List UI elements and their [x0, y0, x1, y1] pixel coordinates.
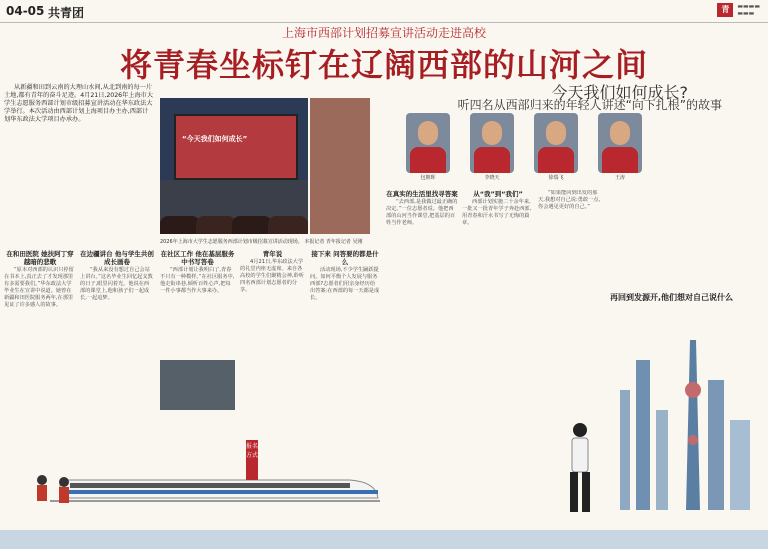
column-2: 在边疆讲台 他与学生共创成长画卷 “我从来没有想过自己会站上讲台。”这名毕业生回忆起支教的日子,眼里闪着光。他说在西部的课堂上,他和孩子们一起成长,一起追梦。: [80, 250, 154, 301]
portrait-2: [470, 113, 514, 173]
train-illustration: [50, 470, 380, 504]
question-title: 再回到发源开,他们想对自己说什么: [610, 293, 734, 302]
projection-screen: [174, 114, 298, 180]
masthead-info: ▬▬▬▬ ▬▬▬: [737, 3, 760, 17]
signup-tag: 报名方式: [246, 440, 258, 480]
column-6: 在真实的生活里找寻答案 “去西部,是我做过最正确的决定。”一位志愿者说。他把西部的山河当作课堂,把基层的百姓当作老师。: [386, 190, 458, 226]
city-skyline-illustration: [600, 330, 768, 530]
page-number: 04-05: [6, 4, 45, 18]
portrait-4: [598, 113, 642, 173]
reading-photo: [160, 360, 235, 410]
column-5: 接下来 问答要的都是什么 活动现场,不少学生踊跃提问。如何平衡个人发展与服务西部?志愿者们用亲身经历给出答案:在西部的每一天都是成长。: [310, 250, 380, 301]
portrait-name-2: 李晓天: [484, 175, 500, 181]
column-1: 在和田医院 她扶阿丁穿越暗的悲歌 “原本对西部的认识只停留在书本上,真正去了才发现那里有多需要我们。”华东政法大学毕业生在宣讲中说道。她曾在新疆和田医院服务两年,在那里见证了许多感人的故事。: [4, 250, 74, 308]
speaker-photo: [310, 98, 370, 234]
column-3: 在社区工作 他在基层服务中书写答卷 “西部计划让我明白了,青春不只有一种模样。”在社区服务中,他走街串巷,倾听百姓心声,把每一件小事都当作大事来办。: [160, 250, 235, 294]
subheadline-secondary: 听四名从西部归来的年轻人讲述“向下扎根”的故事: [457, 98, 722, 112]
audience-area: [160, 180, 308, 234]
screen-text: “今天我们如何成长”: [182, 135, 248, 143]
walking-person-illustration: [560, 420, 600, 520]
portrait-name-3: 徐瑞飞: [548, 175, 564, 181]
photo-caption: 2026年上海市大学生志愿服务西部计划市级招募宣讲活动现场。 本报记者 青年报记者 吴刚: [160, 239, 363, 245]
event-photo: [160, 98, 308, 234]
column-7: 从“我”到“我们” 西部计划实施二十余年来,一批又一批青年学子奔赴西部,用青春和汗水书写了无悔的篇章。: [462, 190, 532, 226]
portrait-row: [406, 113, 656, 183]
portrait-name-4: 王涛: [614, 175, 625, 181]
kicker: 上海市西部计划招募宣讲活动走进高校: [281, 26, 486, 40]
headline: 将青春坐标钉在辽阔西部的山河之间: [119, 46, 648, 84]
portrait-3: [534, 113, 578, 173]
masthead-logo-icon: 青: [717, 3, 733, 17]
masthead: [717, 3, 760, 17]
child-figures-illustration: [30, 470, 80, 520]
column-8: “如果能回到出发的那天,我想对自己说:勇敢一点,你会遇见更好的自己。”: [538, 190, 601, 210]
section-name: 共青团: [48, 6, 85, 20]
lead-paragraph: 从新疆和田到云南的大理山水间,从北到南的每一片土地,都有青年的奋斗足迹。4月21日,2026年上海市大学生志愿服务西部计划市级招募宣讲活动在华东政法大学举行。本次活动由西部计划上海项目办主办,西部计划华东政法大学项目办承办。: [4, 84, 154, 123]
page-header: [0, 0, 768, 23]
portrait-1: [406, 113, 450, 173]
portrait-name-1: 包朝晖: [420, 175, 436, 181]
column-4: 青年说 4月21日,华东政法大学的礼堂内座无虚席。来自各高校的学生们聚精会神,聆听四名西部计划志愿者的分享。: [240, 250, 304, 293]
subheadline-main: 今天我们如何成长?: [551, 83, 688, 102]
bottom-stripe: [0, 530, 768, 549]
